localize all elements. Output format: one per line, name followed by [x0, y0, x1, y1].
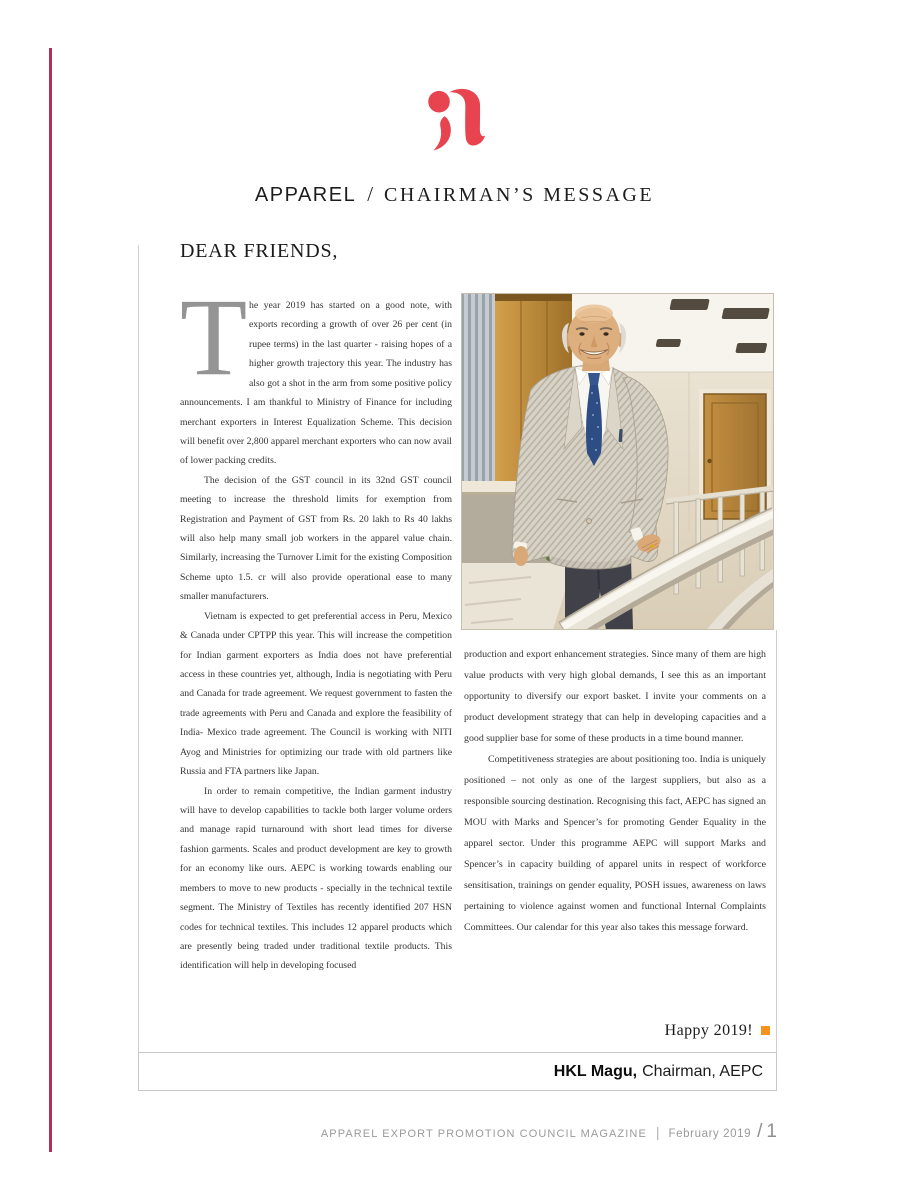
signature-title: Chairman, AEPC: [642, 1063, 763, 1080]
jacket-button: [587, 519, 592, 524]
closing-line: [464, 1022, 770, 1040]
tie-knot: [588, 373, 600, 385]
chairman-photo: [461, 293, 774, 630]
content-box-right-border: [776, 630, 777, 1053]
section-title: CHAIRMAN’S MESSAGE: [384, 184, 655, 206]
signature-box: [138, 1052, 777, 1091]
left-hand: [514, 546, 528, 566]
paragraph: The decision of the GST council in its 32nd GST council meeting to increase the threshold limits for exemption from Registration and Payment of GST from Rs. 20 lakh to Rs 40 lakhs will also help many small job workers in the apparel value chain. Similarly, increasing the Turnover Limit for the existing Composition Scheme upto 1.5. cr will also provide operational ease to many smaller manufacturers.: [180, 474, 452, 603]
magazine-name: APPAREL: [254, 184, 357, 206]
paragraph: In order to remain competitive, the Indian garment industry will have to develop capabilities to tackle both larger volume orders and manage rapid turnaround with short lead times for diverse fashion garments. Scales and product development are key to growth for an economy like ours. AEPC is working towards enabling our members to move to new products - specially in the technical textile segment. The Ministry of Textiles has recently identified 207 HSN codes for technical textiles. This includes 12 apparel products which are presently being traded under traditional textile products. This identification will help in developing focused: [180, 785, 452, 972]
page-number: 1: [766, 1121, 777, 1142]
tie: [586, 385, 602, 466]
wooden-door: [704, 394, 766, 519]
paragraph-text: he year 2019 has started on a good note, with exports recording a growth of over 26 per cent (in rupee terms) in the last quarter - raising hopes of a higher growth trajectory this year. The industry has also got a shot in the arm from some positive policy announcements. I am thankful to Ministry of Finance for including merchant exporters in Interest Equalization Scheme. This decision will benefit over 2,800 apparel merchant exporters who can now avail of lower packing credits.: [180, 300, 452, 467]
paragraph: [180, 296, 452, 471]
greeting-heading: DEAR FRIENDS,: [180, 240, 339, 262]
footer-issue-date: February 2019: [668, 1128, 752, 1140]
masthead-separator: /: [367, 182, 374, 206]
page-footer: [0, 1121, 777, 1143]
apparel-logo: [0, 86, 909, 159]
signature-name: HKL Magu,: [553, 1063, 638, 1080]
footer-magazine-name: APPAREL EXPORT PROMOTION COUNCIL MAGAZINE: [320, 1128, 647, 1140]
drop-cap: T: [180, 296, 248, 398]
paragraph: Competitiveness strategies are about positioning too. India is uniquely positioned – not only as one of the largest suppliers, but also as a responsible sourcing destination. Recognising this fact, AEPC has signed an MOU with Marks and Spencer’s for promoting Gender Equality in the apparel sector. Under this programme AEPC will support Marks and Spencer’s in capacity building of apparel units in respect of workforce sensitisation, trainings on gender equality, POSH issues, awareness on laws pertaining to violence against women and functional Internal Complaints Committees. Our calendar for this year also takes this message forward.: [464, 754, 766, 933]
footer-page-number: [757, 1121, 777, 1142]
closing-text: Happy 2019!: [664, 1022, 753, 1039]
apparel-a-logo-icon: [424, 86, 486, 154]
article-right-column: [464, 644, 766, 1026]
content-box-left-border: [138, 245, 139, 1053]
paragraph: production and export enhancement strategies. Since many of them are high value products with very high global demands, I see this as an important opportunity to diversify our export basket. I invite your comments on a product development strategy that can help in developing capacities and a good supplier base for some of these products in a time bound manner.: [464, 649, 766, 744]
paragraph: Vietnam is expected to get preferential access in Peru, Mexico & Canada under CPTPP this year. This will increase the competition for Indian garment exporters as India does not have preferential access in these countries yet, although, India is negotiating with Peru and Canada for trade agreement. We request government to fasten the trade agreements with Peru and Canada and explore the feasibility of India- Mexico trade agreement. The Council is working with NITI Ayog and Ministries for optimizing our trade with old partners like Russia and FTA partners like Japan.: [180, 610, 452, 778]
left-accent-rule: [49, 48, 52, 1152]
article-left-column: [180, 296, 452, 1053]
masthead: [0, 182, 909, 207]
end-mark-square: [761, 1026, 770, 1035]
page-number-slash: /: [757, 1121, 763, 1142]
footer-separator: |: [655, 1124, 660, 1140]
